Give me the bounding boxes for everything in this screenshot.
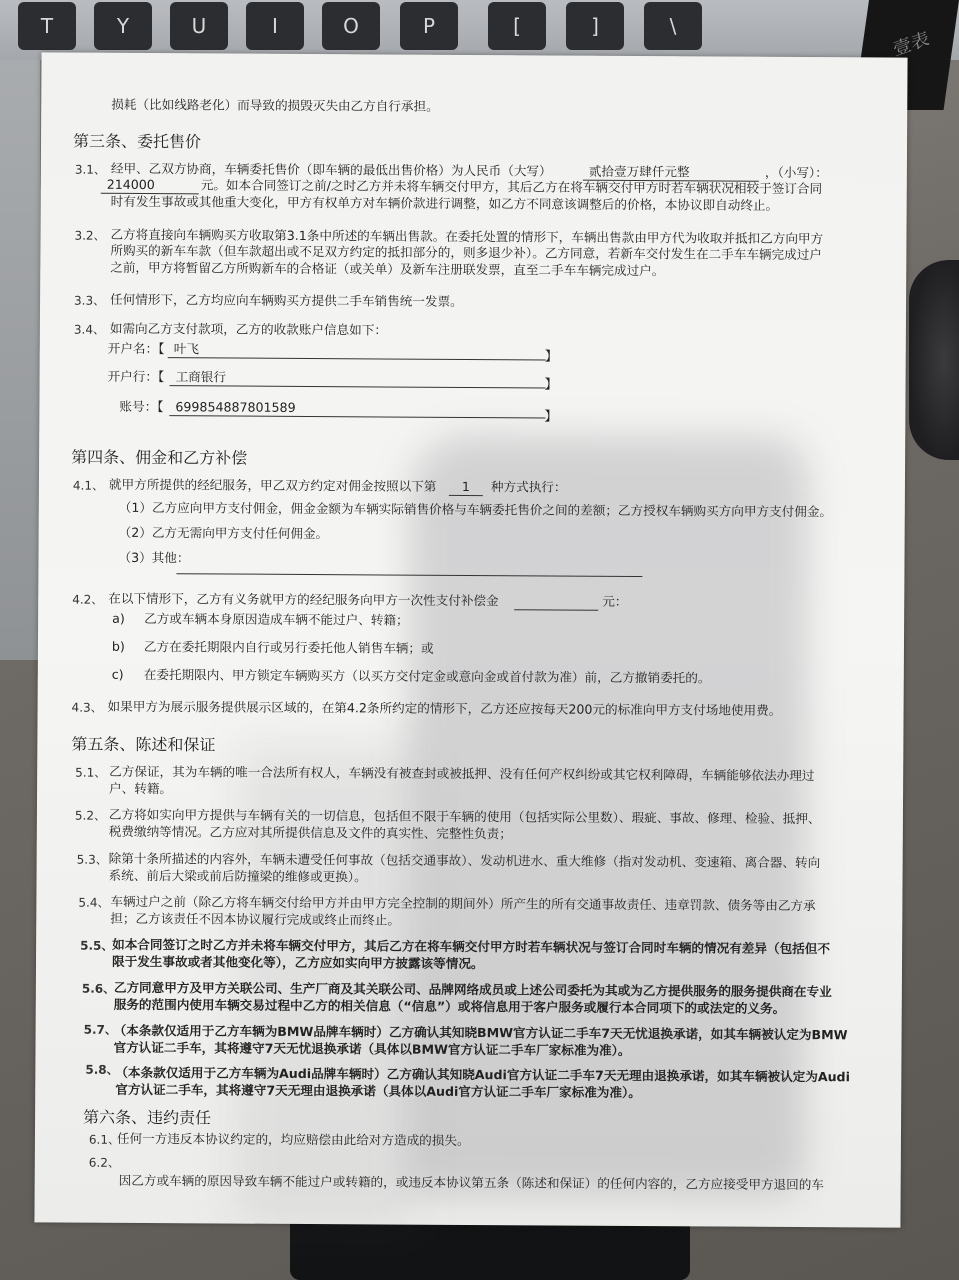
clause-4-2-a: 在以下情形下，乙方有义务就甲方的经纪服务向甲方一次性支付补偿金 [108, 590, 499, 609]
key-u: U [170, 2, 228, 50]
clause-6-1-num: 6.1、 [88, 1132, 121, 1147]
account-no-field: 69985488780158​9 [169, 399, 545, 418]
clause-5-5-b: 限于发生事故或者其他变化等），乙方应如实向甲方披露该等情况。 [111, 953, 484, 972]
section3-title: 第三条、委托售价 [72, 131, 202, 152]
clause-3-2-num: 3.2、 [74, 228, 106, 243]
clause-4-3: 如果甲方为展示服务提供展示区域的，在第4.2条所约定的情形下，乙方还应按每天200元的标准向甲方支付场地使用费。 [107, 698, 782, 718]
clause-6-2: 因乙方或车辆的原因导致车辆不能过户或转籍的，或违反本协议第五条（陈述和保证）的任何内容的，乙方应接受甲方退回的车 [118, 1172, 824, 1193]
clause-5-2-num: 5.2、 [74, 808, 107, 823]
mouse [909, 260, 959, 460]
clause-3-2-a: 乙方将直接向车辆购买方收取第3.1条中所述的车辆出售款。在委托处置的情形下，车辆出售款由甲方代为收取并抵扣乙方向甲方 [110, 226, 824, 247]
account-bank-close: 】 [544, 377, 558, 393]
clause-5-1-b: 户、转籍。 [109, 780, 173, 797]
key-close-bracket: ] [566, 2, 624, 50]
option-3-blank [176, 573, 642, 577]
item-b-label: b) [111, 638, 125, 654]
section4-title: 第四条、佣金和乙方补偿 [71, 447, 248, 468]
clause-4-1-a: 就甲方所提供的经纪服务，甲乙双方约定对佣金按照以下第 [108, 476, 437, 494]
key-o: O [322, 2, 380, 50]
account-bank-field: 工商银行 [170, 369, 546, 388]
clause-6-1: 任何一方违反本协议约定的，均应赔偿由此给对方造成的损失。 [116, 1130, 470, 1149]
clause-3-1-a: 经甲、乙双方协商，车辆委托售价（即车辆的最低出售价格）为人民币（大写） [110, 160, 552, 179]
option-2: （2）乙方无需向甲方支付任何佣金。 [118, 524, 329, 542]
key-open-bracket: [ [488, 2, 546, 50]
clause-3-1-b: ，（小写）： [764, 164, 828, 181]
clause-3-1-d: 时有发生事故或其他重大变化，甲方有权单方对车辆价款进行调整，如乙方不同意该调整后的价格，本协议即自动终止。 [110, 193, 779, 213]
clause-4-1-b: 种方式执行： [490, 479, 567, 495]
clause-3-4: 如需向乙方支付款项，乙方的收款账户信息如下： [109, 320, 388, 338]
clause-5-8-a: （本条款仅适用于乙方车辆为Audi品牌车辆时）乙方确认其知晓Audi官方认证二手车7天无理由退换承诺，如其车辆被认定为Audi [115, 1064, 850, 1085]
clause-3-1-c: 元。如本合同签订之前/之时乙方并未将车辆交付甲方，其后乙方在将车辆交付甲方时若车辆状况相较于签订合同 [200, 177, 823, 197]
account-name-label: 开户名：【 [107, 340, 165, 357]
clause-3-3: 任何情形下，乙方均应向车辆购买方提供二手车销售统一发票。 [110, 291, 463, 309]
clause-4-2-b: 元： [602, 593, 628, 609]
item-a-text: 乙方或车辆本身原因造成车辆不能过户、转籍； [144, 611, 409, 628]
account-name-close: 】 [544, 349, 558, 365]
clause-5-6-a: 乙方同意甲方及甲方关联公司、生产厂商及其关联公司、品牌网络成员或上述公司委托为其或为乙方提供服务的服务提供商在专业 [113, 979, 832, 1000]
clause-5-3-b: 系统、前后大梁或前后防撞梁的维修或更换）。 [108, 867, 367, 885]
item-c-label: c) [111, 666, 124, 682]
clause-5-2-a: 乙方将如实向甲方提供与车辆有关的一切信息，包括但不限于车辆的使用（包括实际公里数）、瑕疵、事故、修理、检验、抵押、 [108, 806, 821, 827]
intro-text: 损耗（比如线路老化）而导致的损毁灭失由乙方自行承担。 [111, 96, 439, 114]
price-lower-field: 214000 [101, 177, 199, 195]
clause-5-1-a: 乙方保证，其为车辆的唯一合法所有权人，车辆没有被查封或被抵押、没有任何产权纠纷或其它权利障碍，车辆能够依法办理过 [109, 763, 815, 784]
clause-3-3-num: 3.3、 [74, 293, 106, 308]
keyboard [0, 0, 959, 60]
clause-5-5-a: 如本合同签订之时乙方并未将车辆交付甲方，其后乙方在将车辆交付甲方时若车辆状况与签订合同时车辆的情况有差异（包括但不 [112, 936, 831, 957]
clause-5-7-num: 5.7、 [83, 1022, 117, 1037]
section5-title: 第五条、陈述和保证 [71, 734, 216, 755]
clause-5-6-num: 5.6、 [81, 981, 116, 996]
account-bank-label: 开户行：【 [107, 368, 165, 385]
clause-4-2-num: 4.2、 [72, 592, 104, 607]
account-no-label: 账号：【 [119, 398, 164, 415]
option-1: （1）乙方应向甲方支付佣金，佣金金额为车辆实际销售价格与车辆委托售价之间的差额；乙方授权车辆购买方向甲方支付佣金。 [118, 499, 833, 520]
clause-5-7-b: 官方认证二手车，其将遵守7天无忧退换承诺（具体以BMW官方认证二手车厂家标准为准）。 [113, 1039, 631, 1058]
compensation-blank [514, 609, 598, 611]
laptop-edge [0, 60, 40, 660]
account-no-close: 】 [544, 409, 558, 425]
clause-4-3-num: 4.3、 [71, 700, 103, 715]
item-a-label: a) [112, 610, 125, 626]
item-b-text: 乙方在委托期限内自行或另行委托他人销售车辆；或 [143, 639, 434, 656]
item-c-text: 在委托期限内、甲方锁定车辆购买方（以买方交付定金或意向金或首付款为准）前，乙方撤销委托的。 [143, 667, 711, 686]
clause-3-2-c: 之前，甲方将暂留乙方所购新车的合格证（或关单）及新车注册联发票，直至二手车车辆完成过户。 [110, 259, 665, 279]
key-backslash: \ [644, 2, 702, 50]
key-p: P [400, 2, 458, 50]
clause-5-7-a: （本条款仅适用于乙方车辆为BMW品牌车辆时）乙方确认其知晓BMW官方认证二手车7天无忧退换承诺，如其车辆被认定为BMW [113, 1022, 848, 1043]
clause-5-1-num: 5.1、 [75, 765, 107, 780]
contract-page [34, 52, 907, 1227]
clause-5-6-b: 服务的范围内使用车辆交易过程中乙方的相关信息（“信息”）或将信息用于客户服务或履行本合同项下的或法定的义务。 [113, 996, 786, 1016]
clause-5-4-a: 车辆过户之前（除乙方将车辆交付给甲方并由甲方完全控制的期间外）所产生的所有交通事故责任、违章罚款、债务等由乙方承 [110, 893, 816, 914]
clause-5-4-b: 担；乙方该责任不因本协议履行完成或终止而终止。 [110, 910, 400, 928]
clause-5-5-num: 5.5、 [80, 938, 114, 953]
key-t: T [18, 2, 76, 50]
clause-5-2-b: 税费缴纳等情况。乙方应对其所提供信息及文件的真实性、完整性负责； [108, 823, 512, 842]
clause-5-3-num: 5.3、 [76, 852, 108, 867]
key-y: Y [94, 2, 152, 50]
section6-title: 第六条、违约责任 [83, 1107, 212, 1128]
option-3: （3）其他： [118, 549, 190, 566]
clause-6-2-num: 6.2、 [88, 1155, 120, 1170]
lanyard-text: 壹表 [891, 28, 932, 61]
clause-5-8-num: 5.8、 [85, 1062, 119, 1077]
clause-5-8-b: 官方认证二手车，其将遵守7天无理由退换承诺（具体以Audi官方认证二手车厂家标准为准）。 [115, 1081, 641, 1101]
commission-choice-field: 1 [449, 479, 483, 496]
clause-5-4-num: 5.4、 [78, 895, 110, 910]
key-i: I [246, 2, 304, 50]
clause-4-1-num: 4.1、 [72, 478, 105, 493]
account-name-field: 叶飞 [168, 341, 546, 360]
clause-3-4-num: 3.4、 [73, 322, 106, 337]
clause-3-1-num: 3.1、 [74, 162, 107, 177]
price-upper-field: 贰拾壹万肆仟元整 [583, 164, 759, 182]
clause-3-2-b: 所购买的新车车款（但车款超出或不足双方约定的抵扣部分的，则多退少补）。乙方同意，若新车交付发生在二手车车辆完成过户 [110, 242, 822, 263]
clause-5-3-a: 除第十条所描述的内容外，车辆未遭受任何事故（包括交通事故）、发动机进水、重大维修（指对发动机、变速箱、离合器、转向 [108, 850, 821, 871]
